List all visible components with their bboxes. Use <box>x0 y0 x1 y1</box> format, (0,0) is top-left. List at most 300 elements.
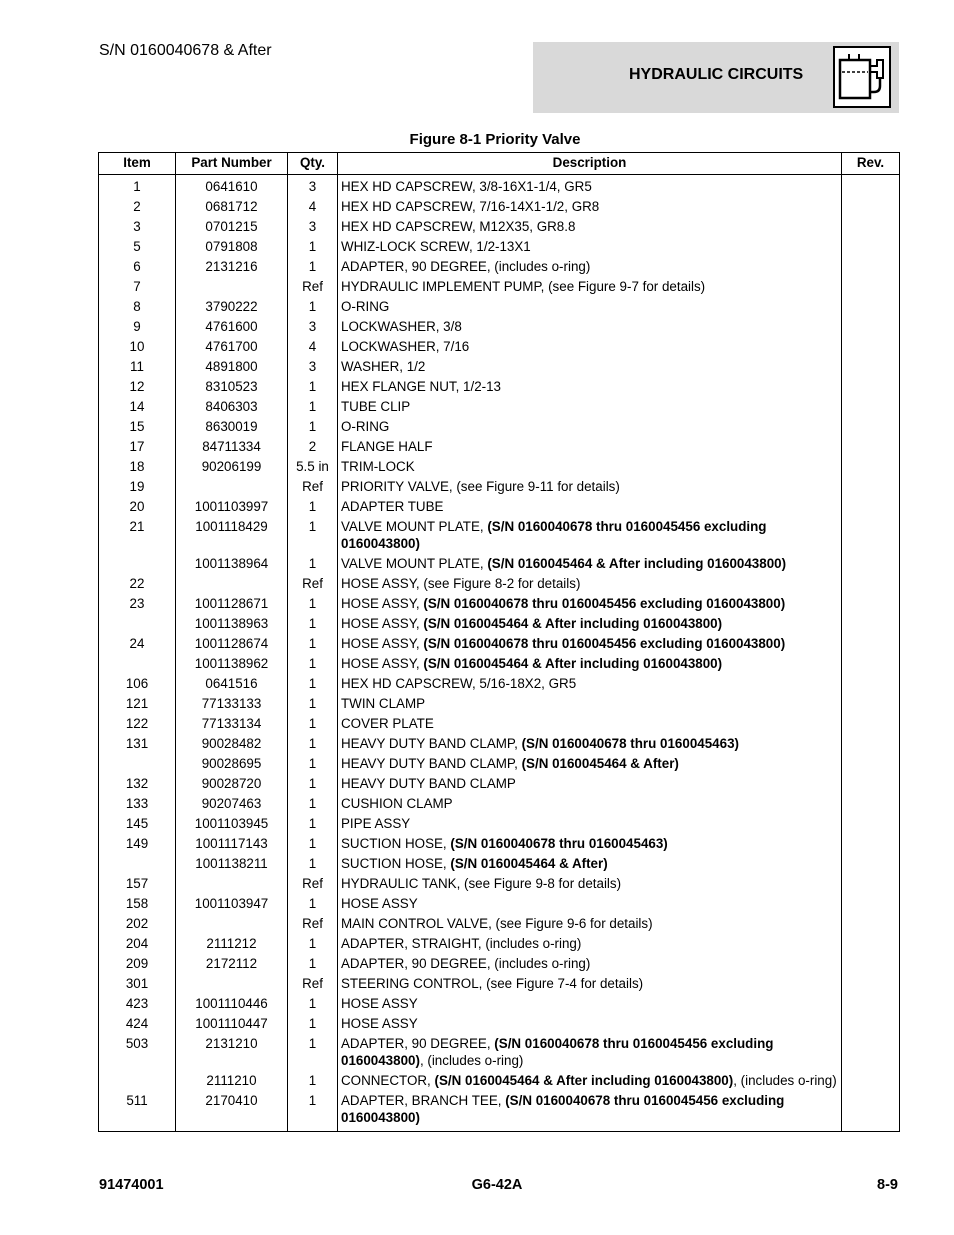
item-cell: 133 <box>99 795 176 815</box>
rev-cell <box>842 795 900 815</box>
qty-cell: 3 <box>288 318 338 338</box>
qty-cell: 1 <box>288 675 338 695</box>
serial-range-note: (S/N 0160045464 & After including 0160043800) <box>434 1073 734 1088</box>
description-cell <box>338 198 842 218</box>
item-cell: 121 <box>99 695 176 715</box>
column-header-part-number: Part Number <box>176 153 288 175</box>
description-text: ADAPTER, 90 DEGREE, <box>341 1036 495 1051</box>
description-cell <box>338 935 842 955</box>
section-title: HYDRAULIC CIRCUITS <box>629 66 804 83</box>
rev-cell <box>842 615 900 635</box>
description-text: HEAVY DUTY BAND CLAMP <box>341 776 516 791</box>
part-number-cell <box>176 478 288 498</box>
item-cell: 158 <box>99 895 176 915</box>
description-text: STEERING CONTROL, (see Figure 7-4 for details) <box>341 976 644 991</box>
description-cell <box>338 635 842 655</box>
part-number-cell: 77133133 <box>176 695 288 715</box>
item-cell: 14 <box>99 398 176 418</box>
rev-cell <box>842 478 900 498</box>
serial-range-note: (S/N 0160045464 & After including 0160043800) <box>423 656 723 671</box>
item-cell: 3 <box>99 218 176 238</box>
qty-cell: 1 <box>288 815 338 835</box>
serial-range-note: (S/N 0160040678 thru 0160045463) <box>450 836 668 851</box>
qty-cell: Ref <box>288 975 338 995</box>
qty-cell: 1 <box>288 378 338 398</box>
qty-cell: 3 <box>288 358 338 378</box>
part-number-cell: 90028482 <box>176 735 288 755</box>
part-number-cell <box>176 875 288 895</box>
qty-cell: 1 <box>288 1092 338 1132</box>
qty-cell: 1 <box>288 298 338 318</box>
description-cell <box>338 735 842 755</box>
description-text: LOCKWASHER, 7/16 <box>341 339 470 354</box>
table-row <box>99 438 900 458</box>
qty-cell: 1 <box>288 635 338 655</box>
footer-page-number: 8-9 <box>877 1177 898 1193</box>
description-cell <box>338 555 842 575</box>
part-number-cell: 2111210 <box>176 1072 288 1092</box>
rev-cell <box>842 755 900 775</box>
description-cell <box>338 358 842 378</box>
hydraulic-tank-icon <box>833 46 891 108</box>
rev-cell <box>842 715 900 735</box>
item-cell: 2 <box>99 198 176 218</box>
description-text: ADAPTER, 90 DEGREE, (includes o-ring) <box>341 259 591 274</box>
description-cell <box>338 775 842 795</box>
description-cell <box>338 278 842 298</box>
qty-cell: 1 <box>288 755 338 775</box>
rev-cell <box>842 198 900 218</box>
description-text: ADAPTER, 90 DEGREE, (includes o-ring) <box>341 956 591 971</box>
qty-cell: 1 <box>288 1035 338 1072</box>
table-row <box>99 775 900 795</box>
table-row <box>99 1072 900 1092</box>
description-cell <box>338 715 842 735</box>
table-row <box>99 518 900 555</box>
qty-cell: 1 <box>288 735 338 755</box>
description-text: O-RING <box>341 299 390 314</box>
rev-cell <box>842 338 900 358</box>
description-text: HOSE ASSY <box>341 996 418 1011</box>
description-text: COVER PLATE <box>341 716 434 731</box>
rev-cell <box>842 238 900 258</box>
serial-range-note: (S/N 0160040678 thru 0160045456 excluding 0160043800) <box>341 1093 785 1125</box>
item-cell: 12 <box>99 378 176 398</box>
item-cell: 149 <box>99 835 176 855</box>
item-cell: 7 <box>99 278 176 298</box>
description-cell <box>338 338 842 358</box>
item-cell: 106 <box>99 675 176 695</box>
description-text: HEX FLANGE NUT, 1/2-13 <box>341 379 501 394</box>
rev-cell <box>842 955 900 975</box>
description-text: HOSE ASSY, <box>341 656 424 671</box>
table-row <box>99 498 900 518</box>
item-cell: 5 <box>99 238 176 258</box>
part-number-cell: 90207463 <box>176 795 288 815</box>
table-row <box>99 755 900 775</box>
rev-cell <box>842 975 900 995</box>
description-cell <box>338 418 842 438</box>
rev-cell <box>842 595 900 615</box>
item-cell: 511 <box>99 1092 176 1132</box>
part-number-cell: 1001118429 <box>176 518 288 555</box>
description-text: ADAPTER, BRANCH TEE, <box>341 1093 506 1108</box>
item-cell: 15 <box>99 418 176 438</box>
description-cell <box>338 478 842 498</box>
rev-cell <box>842 418 900 438</box>
qty-cell: 1 <box>288 995 338 1015</box>
qty-cell: 1 <box>288 615 338 635</box>
item-cell: 21 <box>99 518 176 555</box>
description-cell <box>338 975 842 995</box>
description-text: VALVE MOUNT PLATE, <box>341 556 488 571</box>
part-number-cell: 1001138963 <box>176 615 288 635</box>
part-number-cell: 1001138964 <box>176 555 288 575</box>
part-number-cell: 1001103947 <box>176 895 288 915</box>
part-number-cell <box>176 575 288 595</box>
description-text: HYDRAULIC IMPLEMENT PUMP, (see Figure 9-7 for details) <box>341 279 706 294</box>
rev-cell <box>842 1035 900 1072</box>
description-text: HEX HD CAPSCREW, M12X35, GR8.8 <box>341 219 576 234</box>
table-row <box>99 735 900 755</box>
qty-cell: 3 <box>288 218 338 238</box>
qty-cell: 1 <box>288 398 338 418</box>
rev-cell <box>842 1092 900 1132</box>
item-cell: 204 <box>99 935 176 955</box>
table-row <box>99 915 900 935</box>
description-cell <box>338 1092 842 1132</box>
table-row <box>99 815 900 835</box>
qty-cell: 1 <box>288 1015 338 1035</box>
description-text: O-RING <box>341 419 390 434</box>
rev-cell <box>842 695 900 715</box>
column-header-description: Description <box>338 153 842 175</box>
rev-cell <box>842 1072 900 1092</box>
column-header-rev: Rev. <box>842 153 900 175</box>
table-row <box>99 615 900 635</box>
table-row <box>99 198 900 218</box>
description-text: CONNECTOR, <box>341 1073 435 1088</box>
table-row <box>99 398 900 418</box>
qty-cell: 1 <box>288 695 338 715</box>
description-text: HOSE ASSY, <box>341 636 424 651</box>
part-number-cell: 84711334 <box>176 438 288 458</box>
part-number-cell: 8630019 <box>176 418 288 438</box>
rev-cell <box>842 555 900 575</box>
parts-table <box>98 152 900 1132</box>
footer-model: G6-42A <box>471 1177 523 1193</box>
description-text: MAIN CONTROL VALVE, (see Figure 9-6 for details) <box>341 916 653 931</box>
item-cell: 20 <box>99 498 176 518</box>
part-number-cell: 77133134 <box>176 715 288 735</box>
table-row <box>99 358 900 378</box>
item-cell: 131 <box>99 735 176 755</box>
qty-cell: 1 <box>288 775 338 795</box>
qty-cell: Ref <box>288 575 338 595</box>
description-cell <box>338 175 842 199</box>
qty-cell: 1 <box>288 955 338 975</box>
description-cell <box>338 875 842 895</box>
rev-cell <box>842 438 900 458</box>
rev-cell <box>842 995 900 1015</box>
rev-cell <box>842 675 900 695</box>
table-row <box>99 955 900 975</box>
table-row <box>99 338 900 358</box>
item-cell <box>99 855 176 875</box>
part-number-cell: 4761600 <box>176 318 288 338</box>
qty-cell: 1 <box>288 795 338 815</box>
part-number-cell: 1001103945 <box>176 815 288 835</box>
description-cell <box>338 795 842 815</box>
description-cell <box>338 615 842 635</box>
serial-range-note: (S/N 0160040678 thru 0160045456 excluding 0160043800) <box>341 1036 774 1068</box>
table-row <box>99 238 900 258</box>
qty-cell: 3 <box>288 175 338 199</box>
part-number-cell: 1001128671 <box>176 595 288 615</box>
serial-range-note: (S/N 0160040678 thru 0160045456 excluding 0160043800) <box>341 519 767 551</box>
part-number-cell: 0641610 <box>176 175 288 199</box>
part-number-cell: 0641516 <box>176 675 288 695</box>
part-number-cell: 4891800 <box>176 358 288 378</box>
description-text: PRIORITY VALVE, (see Figure 9-11 for details) <box>341 479 620 494</box>
table-row <box>99 458 900 478</box>
table-row <box>99 835 900 855</box>
serial-range-note: (S/N 0160045464 & After including 0160043800) <box>423 616 723 631</box>
qty-cell: 1 <box>288 895 338 915</box>
rev-cell <box>842 1015 900 1035</box>
description-text: CUSHION CLAMP <box>341 796 453 811</box>
part-number-cell: 90206199 <box>176 458 288 478</box>
qty-cell: 4 <box>288 338 338 358</box>
description-text: TRIM-LOCK <box>341 459 415 474</box>
section-header <box>533 42 899 113</box>
qty-cell: Ref <box>288 875 338 895</box>
table-row <box>99 1015 900 1035</box>
description-suffix: , (includes o-ring) <box>419 1053 524 1068</box>
description-text: VALVE MOUNT PLATE, <box>341 519 488 534</box>
description-text: WHIZ-LOCK SCREW, 1/2-13X1 <box>341 239 531 254</box>
description-text: HYDRAULIC TANK, (see Figure 9-8 for details) <box>341 876 622 891</box>
item-cell: 202 <box>99 915 176 935</box>
rev-cell <box>842 935 900 955</box>
item-cell: 157 <box>99 875 176 895</box>
rev-cell <box>842 895 900 915</box>
table-row <box>99 675 900 695</box>
serial-range-note: (S/N 0160040678 thru 0160045456 excluding 0160043800) <box>423 636 786 651</box>
serial-range-note: (S/N 0160040678 thru 0160045463) <box>521 736 739 751</box>
description-cell <box>338 655 842 675</box>
table-row <box>99 995 900 1015</box>
table-row <box>99 975 900 995</box>
rev-cell <box>842 458 900 478</box>
rev-cell <box>842 218 900 238</box>
description-text: SUCTION HOSE, <box>341 856 451 871</box>
table-row <box>99 218 900 238</box>
description-text: ADAPTER, STRAIGHT, (includes o-ring) <box>341 936 582 951</box>
description-cell <box>338 895 842 915</box>
table-row <box>99 418 900 438</box>
description-cell <box>338 258 842 278</box>
qty-cell: 1 <box>288 555 338 575</box>
part-number-cell <box>176 278 288 298</box>
item-cell: 24 <box>99 635 176 655</box>
part-number-cell: 1001103997 <box>176 498 288 518</box>
description-cell <box>338 518 842 555</box>
qty-cell: 4 <box>288 198 338 218</box>
part-number-cell: 0701215 <box>176 218 288 238</box>
table-row <box>99 595 900 615</box>
item-cell: 18 <box>99 458 176 478</box>
table-row <box>99 1035 900 1072</box>
description-cell <box>338 755 842 775</box>
item-cell: 9 <box>99 318 176 338</box>
part-number-cell: 0681712 <box>176 198 288 218</box>
description-text: SUCTION HOSE, <box>341 836 451 851</box>
rev-cell <box>842 855 900 875</box>
rev-cell <box>842 735 900 755</box>
description-cell <box>338 1035 842 1072</box>
description-text: ADAPTER TUBE <box>341 499 444 514</box>
item-cell: 132 <box>99 775 176 795</box>
description-cell <box>338 318 842 338</box>
rev-cell <box>842 875 900 895</box>
description-cell <box>338 695 842 715</box>
table-row <box>99 695 900 715</box>
rev-cell <box>842 278 900 298</box>
item-cell: 145 <box>99 815 176 835</box>
description-cell <box>338 915 842 935</box>
part-number-cell: 8406303 <box>176 398 288 418</box>
description-text: HOSE ASSY <box>341 896 418 911</box>
part-number-cell: 1001110446 <box>176 995 288 1015</box>
description-text: HEAVY DUTY BAND CLAMP, <box>341 756 522 771</box>
part-number-cell: 8310523 <box>176 378 288 398</box>
description-text: HOSE ASSY, <box>341 596 424 611</box>
table-row <box>99 795 900 815</box>
serial-number-range: S/N 0160040678 & After <box>99 42 272 59</box>
qty-cell: 1 <box>288 595 338 615</box>
qty-cell: 1 <box>288 1072 338 1092</box>
table-row <box>99 378 900 398</box>
description-cell <box>338 238 842 258</box>
part-number-cell: 0791808 <box>176 238 288 258</box>
description-text: TUBE CLIP <box>341 399 411 414</box>
description-cell <box>338 595 842 615</box>
description-cell <box>338 298 842 318</box>
description-cell <box>338 675 842 695</box>
table-row <box>99 875 900 895</box>
table-row <box>99 715 900 735</box>
item-cell: 503 <box>99 1035 176 1072</box>
table-row <box>99 575 900 595</box>
part-number-cell: 2111212 <box>176 935 288 955</box>
rev-cell <box>842 835 900 855</box>
rev-cell <box>842 815 900 835</box>
description-cell <box>338 458 842 478</box>
item-cell: 23 <box>99 595 176 615</box>
table-row <box>99 258 900 278</box>
rev-cell <box>842 635 900 655</box>
rev-cell <box>842 518 900 555</box>
item-cell: 19 <box>99 478 176 498</box>
description-text: PIPE ASSY <box>341 816 411 831</box>
figure-title: Figure 8-1 Priority Valve <box>409 131 581 148</box>
item-cell: 122 <box>99 715 176 735</box>
qty-cell: 2 <box>288 438 338 458</box>
rev-cell <box>842 398 900 418</box>
description-cell <box>338 218 842 238</box>
table-row <box>99 895 900 915</box>
description-text: LOCKWASHER, 3/8 <box>341 319 462 334</box>
rev-cell <box>842 775 900 795</box>
rev-cell <box>842 318 900 338</box>
serial-range-note: (S/N 0160045464 & After) <box>450 856 608 871</box>
table-row <box>99 298 900 318</box>
table-row <box>99 655 900 675</box>
qty-cell: 1 <box>288 418 338 438</box>
rev-cell <box>842 378 900 398</box>
table-row <box>99 175 900 199</box>
item-cell: 6 <box>99 258 176 278</box>
qty-cell: Ref <box>288 278 338 298</box>
part-number-cell: 2170410 <box>176 1092 288 1132</box>
table-row <box>99 855 900 875</box>
rev-cell <box>842 258 900 278</box>
footer-manual-number: 91474001 <box>99 1177 164 1193</box>
qty-cell: Ref <box>288 478 338 498</box>
part-number-cell: 4761700 <box>176 338 288 358</box>
item-cell <box>99 655 176 675</box>
item-cell <box>99 1072 176 1092</box>
item-cell <box>99 555 176 575</box>
serial-range-note: (S/N 0160045464 & After including 0160043800) <box>487 556 787 571</box>
description-cell <box>338 1015 842 1035</box>
parts-table-body <box>99 175 900 1132</box>
item-cell: 10 <box>99 338 176 358</box>
description-cell <box>338 995 842 1015</box>
part-number-cell: 2131210 <box>176 1035 288 1072</box>
qty-cell: 1 <box>288 238 338 258</box>
serial-range-note: (S/N 0160040678 thru 0160045456 excluding 0160043800) <box>423 596 786 611</box>
description-text: HOSE ASSY <box>341 1016 418 1031</box>
part-number-cell: 1001138211 <box>176 855 288 875</box>
rev-cell <box>842 298 900 318</box>
qty-cell: 1 <box>288 518 338 555</box>
part-number-cell: 3790222 <box>176 298 288 318</box>
item-cell: 423 <box>99 995 176 1015</box>
description-cell <box>338 1072 842 1092</box>
item-cell: 17 <box>99 438 176 458</box>
rev-cell <box>842 915 900 935</box>
qty-cell: 1 <box>288 655 338 675</box>
item-cell: 8 <box>99 298 176 318</box>
qty-cell: 1 <box>288 498 338 518</box>
table-row <box>99 555 900 575</box>
qty-cell: 1 <box>288 935 338 955</box>
description-cell <box>338 438 842 458</box>
column-header-item: Item <box>99 153 176 175</box>
rev-cell <box>842 655 900 675</box>
item-cell: 1 <box>99 175 176 199</box>
item-cell: 11 <box>99 358 176 378</box>
qty-cell: 5.5 in <box>288 458 338 478</box>
description-cell <box>338 855 842 875</box>
table-header-row <box>99 153 900 175</box>
part-number-cell: 1001128674 <box>176 635 288 655</box>
rev-cell <box>842 175 900 199</box>
item-cell: 22 <box>99 575 176 595</box>
part-number-cell: 90028720 <box>176 775 288 795</box>
